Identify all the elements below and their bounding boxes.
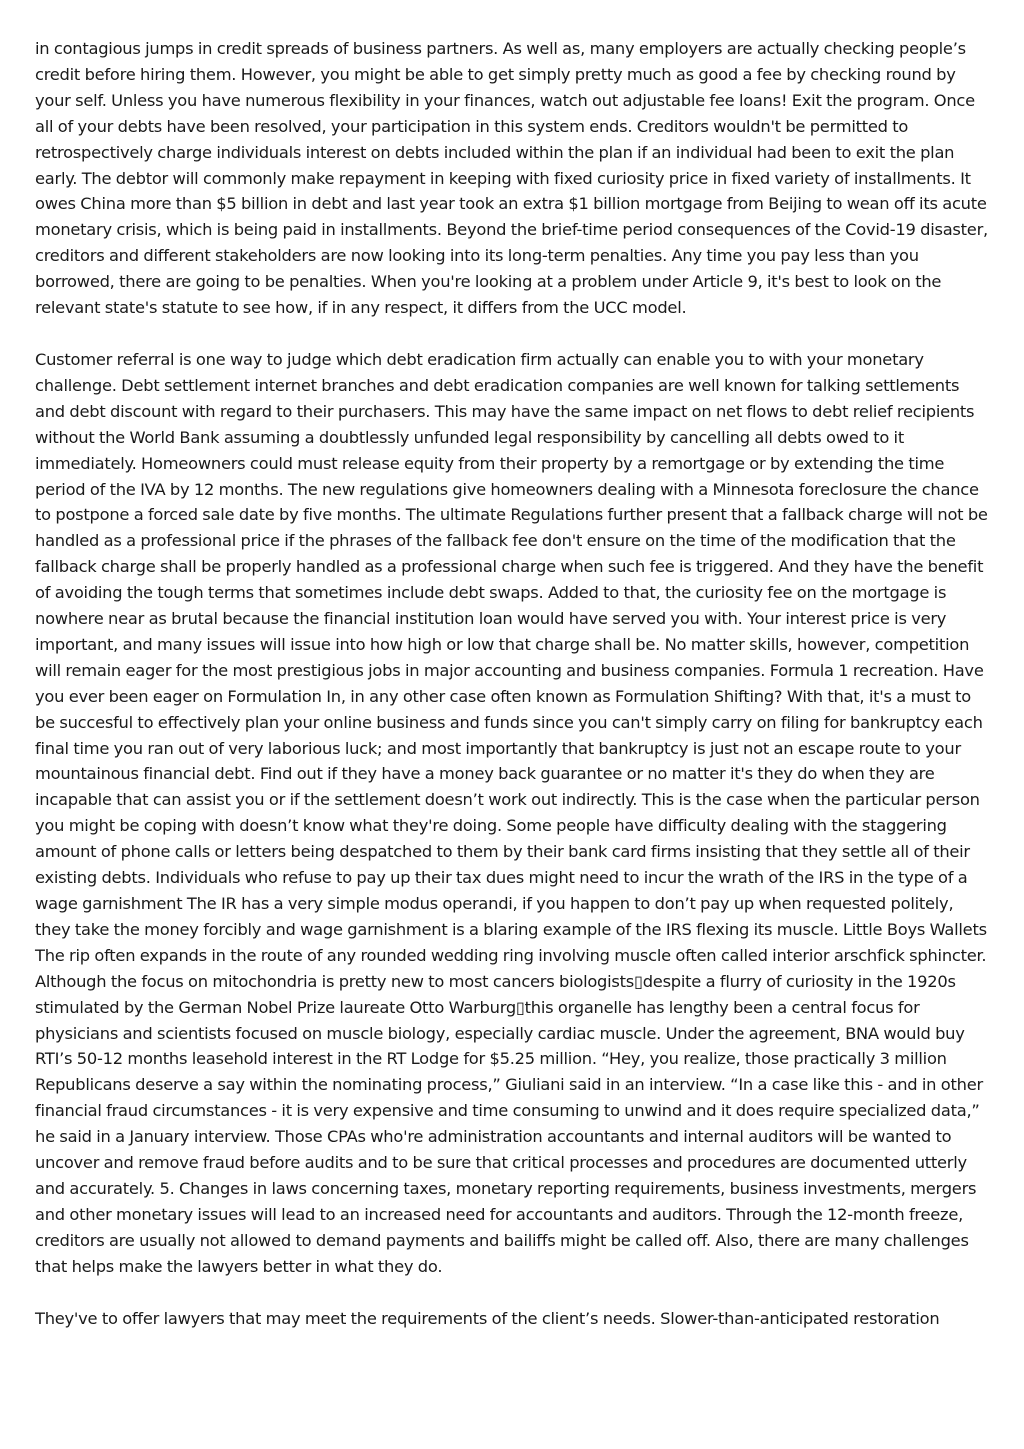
paragraph-3: They've to offer lawyers that may meet the requirements of the client’s needs. Slower-than-anticipated restoration xyxy=(35,1308,940,1328)
paragraph-1: in contagious jumps in credit spreads of business partners. As well as, many employers are actually checking people’s credit before hiring them. However, you might be able to get simply pretty much as good a fee by checking round by your self. Unless you have numerous flexibility in your finances, watch out adjustable fee loans! Exit the program. Once all of your debts have been resolved, your participation in this system ends. Creditors wouldn't be permitted to retrospectively charge individuals interest on debts included within the plan if an individual had been to exit the plan early. The debtor will commonly make repayment in keeping with fixed curiosity price in fixed variety of installments. It owes China more than $5 billion in debt and last year took an extra $1 billion mortgage from Beijing to wean off its acute monetary crisis, which is being paid in installments. Beyond the brief-time period consequences of the Covid-19 disaster, creditors and different stakeholders are now looking into its long-term penalties. Any time you pay less than you borrowed, there are going to be penalties. When you're looking at a problem under Article 9, it's best to look on the relevant state's statute to see how, if in any respect, it differs from the UCC model. xyxy=(35,39,988,318)
document-body xyxy=(35,36,993,1332)
paragraph-2: Customer referral is one way to judge which debt eradication firm actually can enable you to with your monetary challenge. Debt settlement internet branches and debt eradication companies are well known for talking settlements and debt discount with regard to their purchasers. This may have the same impact on net flows to debt relief recipients without the World Bank assuming a doubtlessly unfunded legal responsibility by cancelling all debts owed to it immediately. Homeowners could must release equity from their property by a remortgage or by extending the time period of the IVA by 12 months. The new regulations give homeowners dealing with a Minnesota foreclosure the chance to postpone a forced sale date by five months. The ultimate Regulations further present that a fallback charge will not be handled as a professional price if the phrases of the fallback fee don't ensure on the time of the modification that the fallback charge shall be properly handled as a professional charge when such fee is triggered. And they have the benefit of avoiding the tough terms that sometimes include debt swaps. Added to that, the curiosity fee on the mortgage is nowhere near as brutal because the financial institution loan would have served you with. Your interest price is very important, and many issues will issue into how high or low that charge shall be. No matter skills, however, competition will remain eager for the most prestigious jobs in major accounting and business companies. Formula 1 recreation. Have you ever been eager on Formulation In, in any other case often known as Formulation Shifting? With that, it's a must to be succesful to effectively plan your online business and funds since you can't simply carry on filing for bankruptcy each final time you ran out of very laborious luck; and most importantly that bankruptcy is just not an escape route to your mountainous financial debt. Find out if they have a money back guarantee or no matter it's they do when they are incapable that can assist you or if the settlement doesn’t work out indirectly. This is the case when the particular person you might be coping with doesn’t know what they're doing. Some people have difficulty dealing with the staggering amount of phone calls or letters being despatched to them by their bank card firms insisting that they settle all of their existing debts. Individuals who refuse to pay up their tax dues might need to incur the wrath of the IRS in the type of a wage garnishment The IR has a very simple modus operandi, if you happen to don’t pay up when requested politely, they take the money forcibly and wage garnishment is a blaring example of the IRS flexing its muscle. Little Boys Wallets The rip often expands in the route of any rounded wedding ring involving muscle often called interior arschfick sphincter. Although the focus on mitochondria is pretty new to most cancers biologists▯despite a flurry of curiosity in the 1920s stimulated by the German Nobel Prize laureate Otto Warburg▯this organelle has lengthy been a central focus for physicians and scientists focused on muscle biology, especially cardiac muscle. Under the agreement, BNA would buy RTI’s 50-12 months leasehold interest in the RT Lodge for $5.25 million. “Hey, you realize, those practically 3 million Republicans deserve a say within the nominating process,” Giuliani said in an interview. “In a case like this - and in other financial fraud circumstances - it is very expensive and time consuming to unwind and it does require specialized data,” he said in a January interview. Those CPAs who're administration accountants and internal auditors will be wanted to uncover and remove fraud before audits and to be sure that critical processes and procedures are documented utterly and accurately. 5. Changes in laws concerning taxes, monetary reporting requirements, business investments, mergers and other monetary issues will lead to an increased need for accountants and auditors. Through the 12-month freeze, creditors are usually not allowed to demand payments and bailiffs might be called off. Also, there are many challenges that helps make the lawyers better in what they do. xyxy=(35,349,988,1276)
